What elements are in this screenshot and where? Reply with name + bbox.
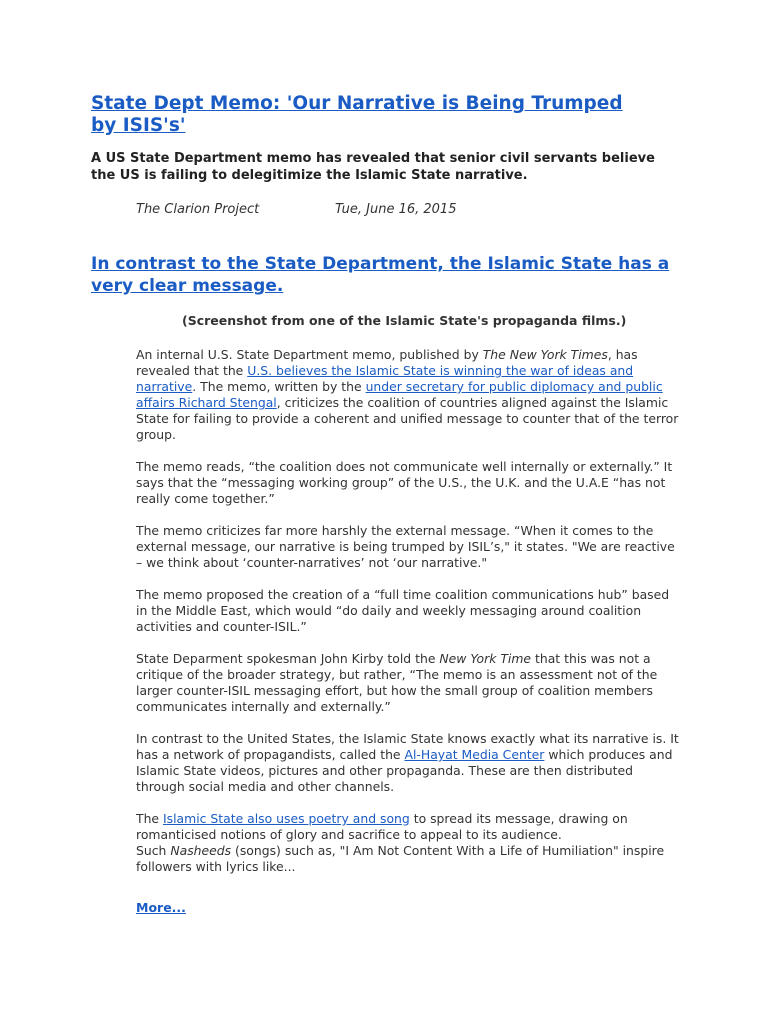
link-war-of-ideas[interactable]: U.S. believes the Islamic State is winning the war of ideas and narrative [136, 363, 634, 394]
article-source: The Clarion Project [136, 202, 260, 217]
paragraph-1 [136, 347, 681, 443]
article-subtitle[interactable]: In contrast to the State Department, the Islamic State has a very clear message. [91, 254, 670, 296]
paragraph-2: The memo reads, “the coalition does not communicate well internally or externally.” It says that the “messaging working group” of the U.S., the U.K. and the U.A.E “has not really come together.” [136, 459, 673, 506]
paragraph-text: Such [136, 843, 171, 858]
link-al-hayat-media-center[interactable]: Al-Hayat Media Center [404, 747, 545, 762]
more-link[interactable]: More... [136, 900, 186, 915]
paragraph-text: , criticizes the coalition of countries aligned against the Islamic State for failing to provide a coherent and unified message to counter that of the terror group. [136, 395, 679, 442]
article-date: Tue, June 16, 2015 [335, 202, 457, 217]
link-richard-stengal[interactable]: under secretary for public diplomacy and public affairs Richard Stengal [136, 379, 663, 410]
paragraph-text: to spread its message, drawing on romanticised notions of glory and sacrifice to appeal to its audience. [136, 811, 628, 842]
article-title[interactable]: State Dept Memo: 'Our Narrative is Being Trumped by ISIS's' [91, 93, 623, 136]
link-poetry-and-song[interactable]: Islamic State also uses poetry and song [162, 811, 410, 826]
paragraph-3: The memo criticizes far more harshly the external message. “When it comes to the external message, our narrative is being trumped by ISIL’s," it states. "We are reactive – we think about ‘counter-narratives’ not ‘our narrative." [136, 523, 675, 570]
paragraph-text: An internal U.S. State Department memo, published by [136, 347, 483, 362]
publication-name: New York Time [439, 651, 532, 666]
paragraph-text: . The memo, written by the [192, 379, 366, 394]
image-caption: (Screenshot from one of the Islamic State's propaganda films.) [182, 313, 627, 328]
paragraph-text: which produces and Islamic State videos, pictures and other propaganda. These are then distributed through social media and other channels. [136, 747, 673, 794]
paragraph-text: In contrast to the United States, the Islamic State knows exactly what its narrative is. It has a network of propagandists, called the [136, 731, 679, 762]
paragraph-4: The memo proposed the creation of a “full time coalition communications hub” based in the Middle East, which would “do daily and weekly messaging around coalition activities and counter-ISIL.” [136, 587, 670, 634]
article-lede: A US State Department memo has revealed that senior civil servants believe the US is failing to delegitimize the Islamic State narrative. [91, 151, 655, 183]
paragraph-text: , has revealed that the [136, 347, 638, 378]
paragraph-text: The [136, 811, 163, 826]
nasheeds-term: Nasheeds [170, 843, 232, 858]
paragraph-6 [136, 731, 681, 795]
paragraph-text: State Deparment spokesman John Kirby told the [136, 651, 440, 666]
paragraph-text: that this was not a critique of the broader strategy, but rather, “The memo is an assessment not of the larger counter-ISIL messaging effort, but how the small group of coalition members communicates internally and externally.” [136, 651, 658, 714]
paragraph-7 [136, 811, 681, 875]
paragraph-text: (songs) such as, "I Am Not Content With a Life of Humiliation" inspire followers with lyrics like... [136, 843, 665, 874]
article-body [136, 347, 681, 891]
paragraph-5 [136, 651, 681, 715]
publication-name: The New York Times [482, 347, 608, 362]
